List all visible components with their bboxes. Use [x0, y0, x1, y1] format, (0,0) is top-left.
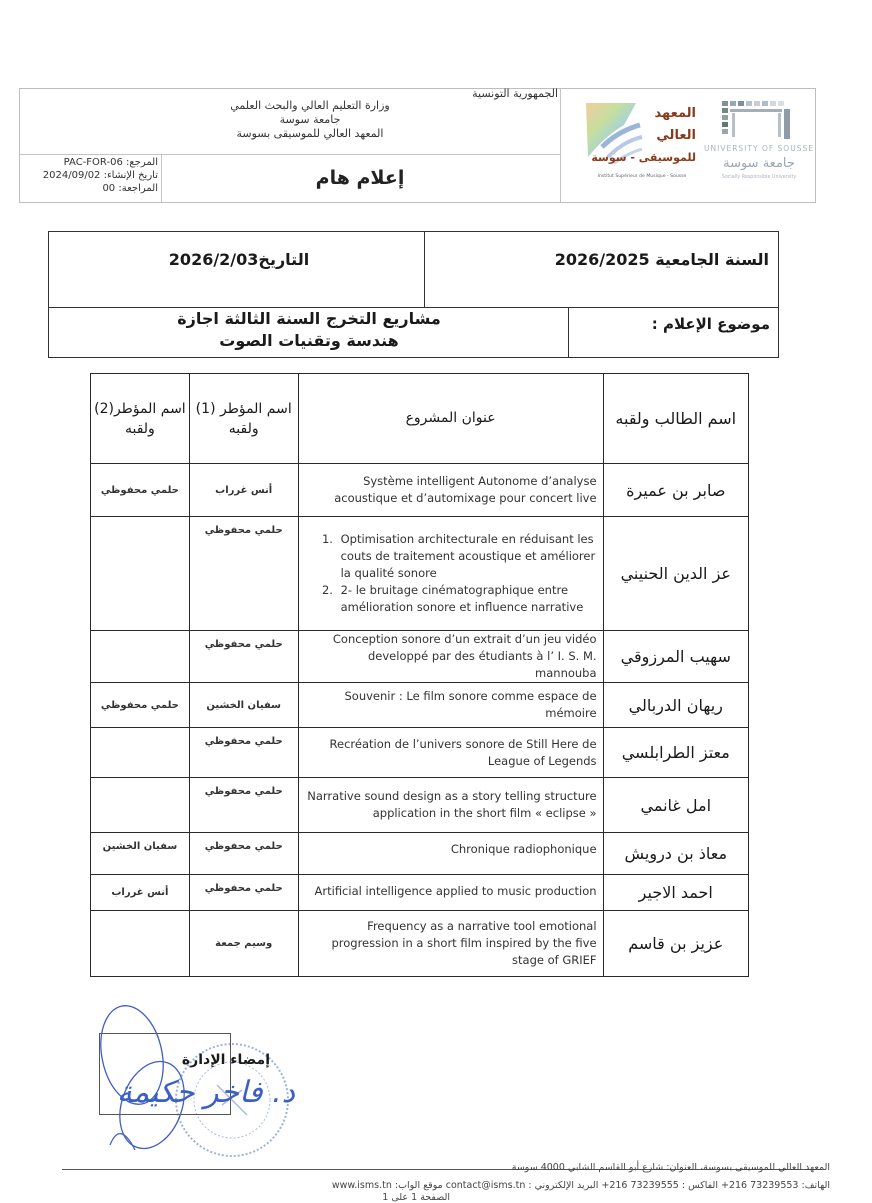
supervisor1: حلمي محفوظي	[189, 875, 298, 911]
logo-ism-ar-1: المعهد	[654, 106, 696, 121]
table-row	[91, 911, 749, 977]
table-row	[91, 464, 749, 517]
supervisor2	[91, 728, 190, 778]
student-name: عز الدين الحنيني	[603, 517, 748, 631]
supervisor2	[91, 631, 190, 683]
student-name: احمد الاجير	[603, 875, 748, 911]
project-title: Recréation de l’univers sonore de Still Here de League of Legends	[298, 728, 603, 778]
table-row	[91, 778, 749, 833]
projects-table	[90, 373, 749, 977]
institute-logo	[584, 97, 700, 182]
ministry-block	[200, 99, 420, 141]
student-name: صابر بن عميرة	[603, 464, 748, 517]
header-divider	[20, 154, 560, 155]
student-name: عزيز بن قاسم	[603, 911, 748, 977]
announcement-date: التاريخ2026/2/03	[168, 250, 310, 269]
academic-year: السنة الجامعية 2026/2025	[554, 250, 769, 269]
footer-address: المعهد العالي للموسيقى بسوسة، العنوان: شارع أبو القاسم الشابي 4000 سوسة	[511, 1162, 830, 1173]
subject-line: هندسة وتقنيات الصوت	[219, 331, 399, 350]
republic-label: الجمهورية التونسية	[472, 87, 558, 100]
signature-handwritten-name: د. فاخر حكيمة	[116, 1075, 295, 1110]
supervisor1: حلمي محفوظي	[189, 631, 298, 683]
document-meta	[24, 156, 158, 195]
info-box	[48, 231, 779, 358]
logo-ism-ar-3: للموسيقى - سوسة	[591, 151, 696, 164]
project-title: Système intelligent Autonome d’analyse acoustique et d’automixage pour concert live	[298, 464, 603, 517]
university-logo-graphic	[704, 97, 814, 182]
subject-line: مشاريع التخرج السنة الثالثة اجازة	[177, 309, 441, 328]
table-row	[91, 683, 749, 728]
logo-us-tagline: Socially Responsible University	[721, 175, 797, 180]
project-title: Chronique radiophonique	[298, 833, 603, 875]
table-row	[91, 833, 749, 875]
footer-page-number: الصفحة 1 على 1	[382, 1192, 450, 1203]
supervisor2: حلمي محفوظي	[91, 464, 190, 517]
project-title-item: 2. 2- le bruitage cinématographique entre amélioration sonore et influence narrative	[337, 582, 597, 616]
project-title: Conception sonore d’un extrait d’un jeu vidéo developpé par des étudiants à l’ I. S. M. mannouba	[298, 631, 603, 683]
ref-label: المرجع:	[126, 157, 158, 168]
institute-line: المعهد العالي للموسيقى بسوسة	[236, 127, 384, 140]
supervisor2	[91, 517, 190, 631]
subject-label: موضوع الإعلام :	[651, 315, 770, 333]
institute-logo-graphic	[584, 97, 700, 182]
logo-us-arabic: جامعة سوسة	[723, 156, 795, 171]
project-title: Souvenir : Le film sonore comme espace de mémoire	[298, 683, 603, 728]
supervisor2	[91, 778, 190, 833]
student-name: معتز الطرابلسي	[603, 728, 748, 778]
university-logo	[704, 97, 814, 182]
table-row	[91, 728, 749, 778]
header-student: اسم الطالب ولقبه	[603, 374, 748, 464]
header-divider	[161, 154, 162, 202]
table-row	[91, 875, 749, 911]
revision-label: المراجعة:	[118, 183, 158, 194]
student-name: معاذ بن درويش	[603, 833, 748, 875]
supervisor1: حلمي محفوظي	[189, 517, 298, 631]
supervisor1: حلمي محفوظي	[189, 728, 298, 778]
table-row	[91, 631, 749, 683]
project-title	[298, 517, 603, 631]
created-label: تاريخ الإنشاء:	[103, 170, 158, 181]
ministry-line: وزارة التعليم العالي والبحث العلمي	[230, 99, 390, 112]
supervisor2: أنس غرراب	[91, 875, 190, 911]
project-title-item: 1. Optimisation architecturale en réduisant les couts de traitement acoustique et améliorer la qualité sonore	[337, 531, 597, 582]
created-value: 2024/09/02	[42, 170, 101, 181]
supervisor2	[91, 911, 190, 977]
project-title: Artificial intelligence applied to music production	[298, 875, 603, 911]
document-title: إعلام هام	[315, 167, 405, 189]
supervisor1: سفيان الخشين	[189, 683, 298, 728]
header-divider	[560, 89, 561, 202]
supervisor2: سفيان الخشين	[91, 833, 190, 875]
header-supervisor2: اسم المؤطر(2) ولقبه	[91, 374, 190, 464]
footer-contact: الهاتف: 73239553 216+ الفاكس : 73239555 216+ البريد الإلكتروني : contact@isms.tn موقع الواب: www.isms.tn	[331, 1180, 830, 1191]
signature-label: إمضاء الإدارة	[181, 1052, 270, 1068]
supervisor1: حلمي محفوظي	[189, 778, 298, 833]
logo-ism-latin: Institut Supérieur de Musique - Sousse	[597, 174, 687, 179]
supervisor1: أنس غرراب	[189, 464, 298, 517]
subject-value	[59, 308, 559, 352]
info-row-year-date	[49, 232, 778, 308]
project-title-list	[305, 531, 597, 616]
student-name: ريهان الدربالي	[603, 683, 748, 728]
supervisor2: حلمي محفوظي	[91, 683, 190, 728]
student-name: امل غانمي	[603, 778, 748, 833]
supervisor1: حلمي محفوظي	[189, 833, 298, 875]
supervisor1: وسيم جمعة	[189, 911, 298, 977]
revision-value: 00	[102, 183, 116, 194]
logo-ism-ar-2: العالي	[656, 128, 696, 143]
ref-value: PAC-FOR-06	[63, 157, 123, 168]
student-name: سهيب المرزوقي	[603, 631, 748, 683]
table-header-row	[91, 374, 749, 464]
project-title: Frequency as a narrative tool emotional progression in a short film inspired by the five stage of GRIEF	[298, 911, 603, 977]
header-supervisor1: اسم المؤطر (1) ولقبه	[189, 374, 298, 464]
header-title: عنوان المشروع	[298, 374, 603, 464]
document-header	[19, 88, 816, 203]
project-title: Narrative sound design as a story telling structure application in the short film « eclipse »	[298, 778, 603, 833]
table-row	[91, 517, 749, 631]
university-line: جامعة سوسة	[279, 113, 341, 126]
logo-us-latin: UNIVERSITY OF SOUSSE	[704, 144, 814, 153]
